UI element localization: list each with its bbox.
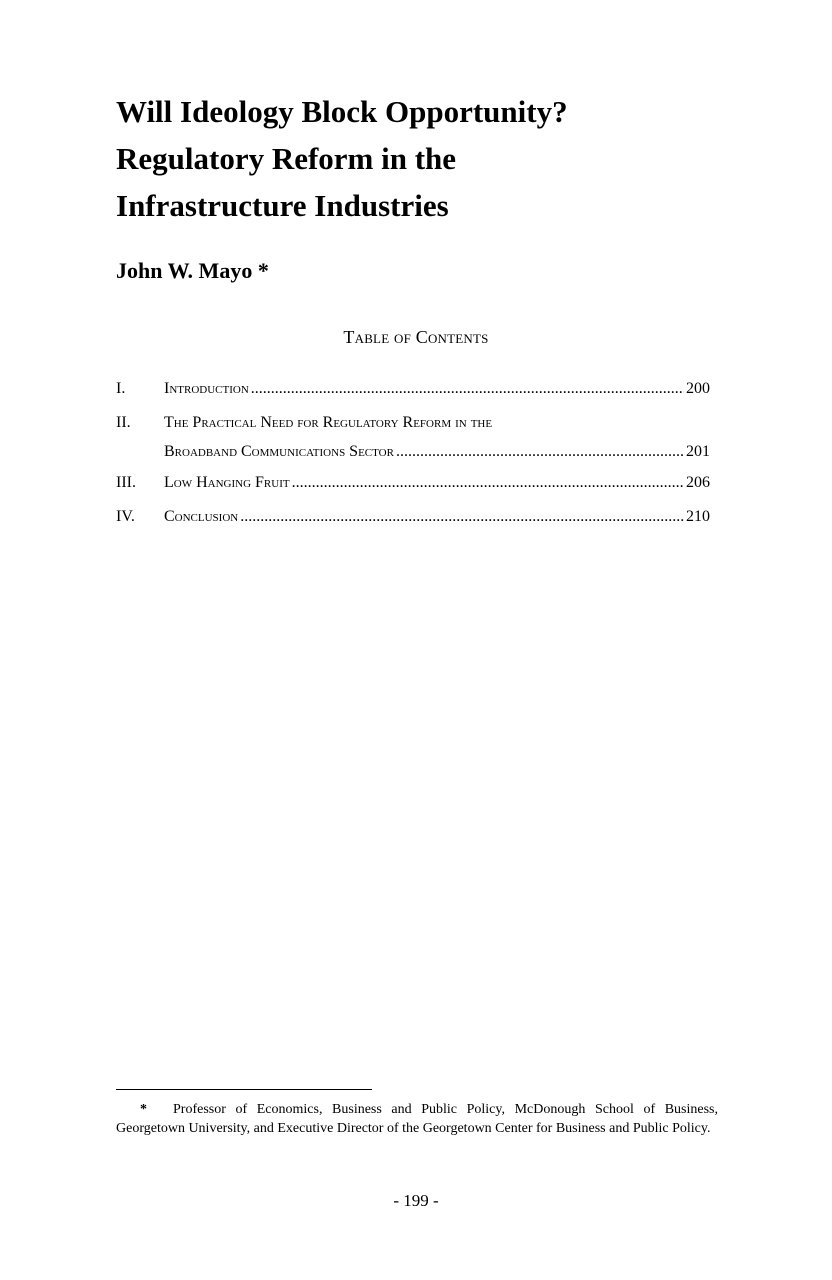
- footnote-text: Professor of Economics, Business and Public Policy, McDonough School of Business, Georgetown University, and Executive Director of the Georgetown Center for Business and Public Policy.: [116, 1102, 718, 1136]
- toc-entry: [116, 471, 710, 505]
- toc-entry-page: 200: [686, 380, 710, 397]
- footnote: [116, 1100, 718, 1138]
- author-name: John W. Mayo *: [116, 258, 269, 283]
- title-line: Infrastructure Industries: [116, 188, 449, 223]
- toc-entry: [116, 377, 710, 411]
- title-line: Regulatory Reform in the: [116, 141, 457, 176]
- table-of-contents: [116, 377, 710, 539]
- page-number: - 199 -: [393, 1191, 439, 1210]
- toc-entry-line: [164, 411, 710, 435]
- toc-entry-line: [164, 440, 710, 464]
- dot-leader: [396, 440, 684, 464]
- footnote-separator: [116, 1089, 372, 1090]
- toc-entry-title: Introduction: [164, 380, 249, 397]
- toc-entry-line: [164, 505, 710, 529]
- toc-entry-page: 206: [686, 474, 710, 491]
- toc-entry-title: The Practical Need for Regulatory Reform in the: [164, 414, 493, 431]
- toc-entry-number: IV.: [116, 508, 135, 525]
- dot-leader: [292, 471, 684, 495]
- toc-entry-title-continued: Broadband Communications Sector: [164, 443, 394, 460]
- dot-leader: [251, 377, 684, 401]
- toc-entry-page: 210: [686, 508, 710, 525]
- toc-entry-number: III.: [116, 474, 136, 491]
- toc-entry-line: [164, 471, 710, 495]
- toc-heading: Table of Contents: [343, 327, 489, 347]
- article-title: [116, 88, 736, 229]
- toc-entry-page: 201: [686, 443, 710, 460]
- toc-entry-number: II.: [116, 414, 131, 431]
- title-line: Will Ideology Block Opportunity?: [116, 94, 568, 129]
- toc-entry: [116, 505, 710, 539]
- dot-leader: [240, 505, 684, 529]
- toc-entry-line: [164, 377, 710, 401]
- toc-entry: [116, 411, 710, 471]
- toc-entry-title: Low Hanging Fruit: [164, 474, 290, 491]
- footnote-marker: *: [140, 1102, 147, 1117]
- toc-entry-title: Conclusion: [164, 508, 239, 525]
- toc-entry-number: I.: [116, 380, 126, 397]
